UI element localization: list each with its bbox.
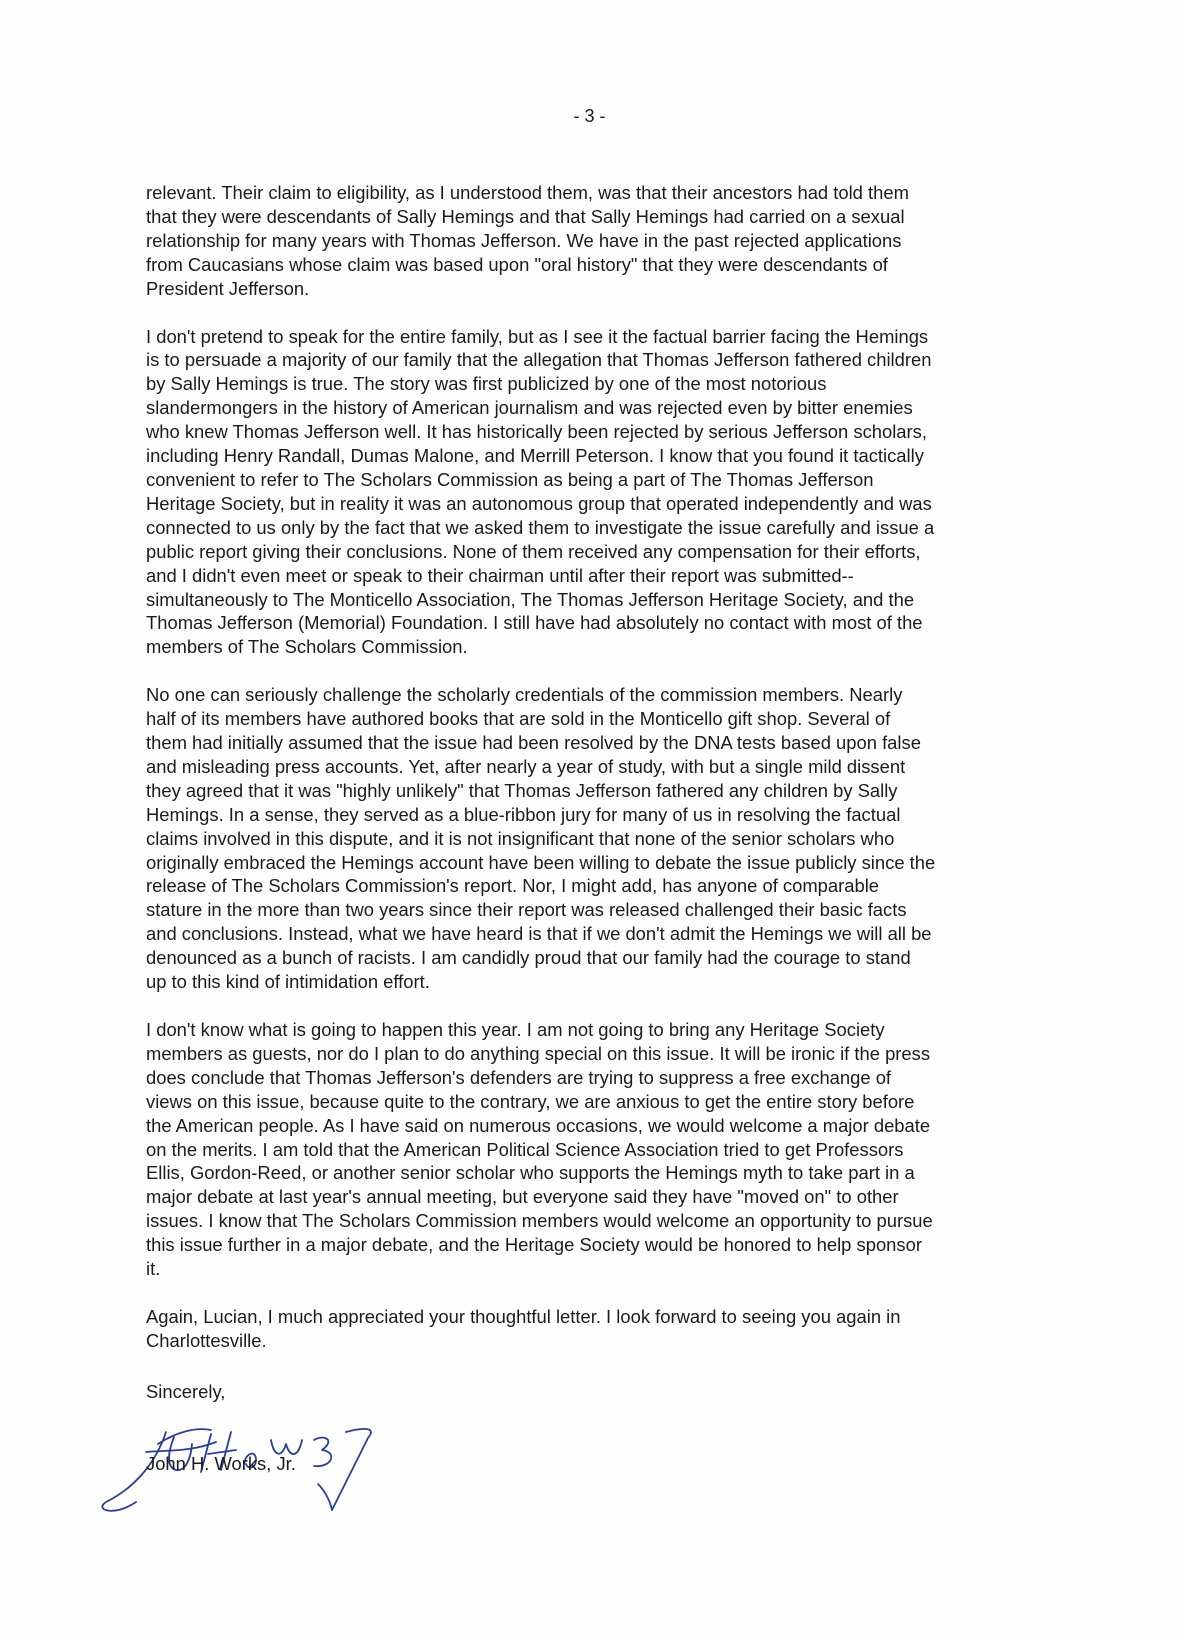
text-line: it. [146, 1258, 161, 1280]
text-line: members of The Scholars Commission. [146, 636, 468, 658]
text-line: originally embraced the Hemings account have been willing to debate the issue publicly since the [146, 851, 936, 873]
text-line: No one can seriously challenge the scholarly credentials of the commission members. Nearly [146, 684, 903, 706]
page-number: - 3 - [573, 106, 606, 126]
text-line: simultaneously to The Monticello Association, The Thomas Jefferson Heritage Society, and the [146, 588, 915, 610]
text-line: convenient to refer to The Scholars Commission as being a part of The Thomas Jefferson [146, 468, 874, 490]
text-line: release of The Scholars Commission's report. Nor, I might add, has anyone of comparable [146, 875, 880, 897]
paragraph-2 [146, 325, 1056, 660]
text-line: and misleading press accounts. Yet, after nearly a year of study, with but a single mild dissent [146, 755, 906, 777]
text-line: that they were descendants of Sally Hemings and that Sally Hemings had carried on a sexual [146, 205, 905, 227]
text-line: views on this issue, because quite to the contrary, we are anxious to get the entire story before [146, 1090, 915, 1112]
text-line: I don't pretend to speak for the entire family, but as I see it the factual barrier facing the Hemings [146, 325, 929, 347]
text-line: Again, Lucian, I much appreciated your thoughtful letter. I look forward to seeing you again in [146, 1305, 901, 1327]
text-line: stature in the more than two years since their report was released challenged their basic facts [146, 899, 907, 921]
paragraph-5 [146, 1305, 1056, 1353]
text-line: does conclude that Thomas Jefferson's defenders are trying to suppress a free exchange of [146, 1066, 892, 1088]
text-line: major debate at last year's annual meeting, but everyone said they have "moved on" to other [146, 1186, 899, 1208]
text-line: relevant. Their claim to eligibility, as I understood them, was that their ancestors had told them [146, 182, 909, 203]
paragraph-4 [146, 1018, 1056, 1281]
text-line: President Jefferson. [146, 277, 310, 299]
text-line: up to this kind of intimidation effort. [146, 971, 430, 993]
text-line: who knew Thomas Jefferson well. It has historically been rejected by serious Jefferson scholars, [146, 421, 927, 443]
text-line: Heritage Society, but in reality it was an autonomous group that operated independently and was [146, 492, 932, 514]
text-line: relationship for many years with Thomas Jefferson. We have in the past rejected applications [146, 229, 902, 251]
closing-salutation: Sincerely, [146, 1381, 226, 1402]
text-line: slandermongers in the history of American journalism and was rejected even by bitter enemies [146, 397, 913, 419]
text-line: is to persuade a majority of our family that the allegation that Thomas Jefferson fathered children [146, 349, 932, 371]
letter-body [146, 181, 1056, 1377]
text-line: issues. I know that The Scholars Commission members would welcome an opportunity to pursue [146, 1210, 933, 1232]
paragraph-3 [146, 683, 1056, 994]
signer-name: John H. Works, Jr. [146, 1453, 296, 1474]
text-line: the American people. As I have said on numerous occasions, we would welcome a major debate [146, 1114, 931, 1136]
text-line: I don't know what is going to happen this year. I am not going to bring any Heritage Society [146, 1019, 885, 1040]
text-line: denounced as a bunch of racists. I am candidly proud that our family had the courage to stand [146, 947, 911, 969]
paragraph-1 [146, 181, 1056, 301]
text-line: they agreed that it was "highly unlikely" that Thomas Jefferson fathered any children by Sally [146, 779, 898, 801]
text-line: claims involved in this dispute, and it is not insignificant that none of the senior scholars who [146, 827, 895, 849]
text-line: Thomas Jefferson (Memorial) Foundation. I still have had absolutely no contact with most of the [146, 612, 923, 634]
text-line: including Henry Randall, Dumas Malone, and Merrill Peterson. I know that you found it tactically [146, 445, 924, 467]
text-line: and conclusions. Instead, what we have heard is that if we don't admit the Hemings we will all be [146, 923, 932, 945]
text-line: public report giving their conclusions. None of them received any compensation for their efforts, [146, 540, 921, 562]
text-line: them had initially assumed that the issue had been resolved by the DNA tests based upon false [146, 732, 921, 754]
text-line: half of its members have authored books that are sold in the Monticello gift shop. Several of [146, 708, 891, 730]
text-line: by Sally Hemings is true. The story was first publicized by one of the most notorious [146, 373, 827, 395]
text-line: members as guests, nor do I plan to do anything special on this issue. It will be ironic if the press [146, 1042, 931, 1064]
text-line: this issue further in a major debate, and the Heritage Society would be honored to help sponsor [146, 1234, 922, 1256]
text-line: Charlottesville. [146, 1329, 267, 1351]
text-line: on the merits. I am told that the American Political Science Association tried to get Professors [146, 1138, 904, 1160]
text-line: Ellis, Gordon-Reed, or another senior scholar who supports the Hemings myth to take part in a [146, 1162, 915, 1184]
text-line: and I didn't even meet or speak to their chairman until after their report was submitted-- [146, 564, 854, 586]
text-line: connected to us only by the fact that we asked them to investigate the issue carefully and issue a [146, 516, 935, 538]
text-line: from Caucasians whose claim was based upon "oral history" that they were descendants of [146, 253, 888, 275]
text-line: Hemings. In a sense, they served as a blue-ribbon jury for many of us in resolving the factual [146, 803, 901, 825]
